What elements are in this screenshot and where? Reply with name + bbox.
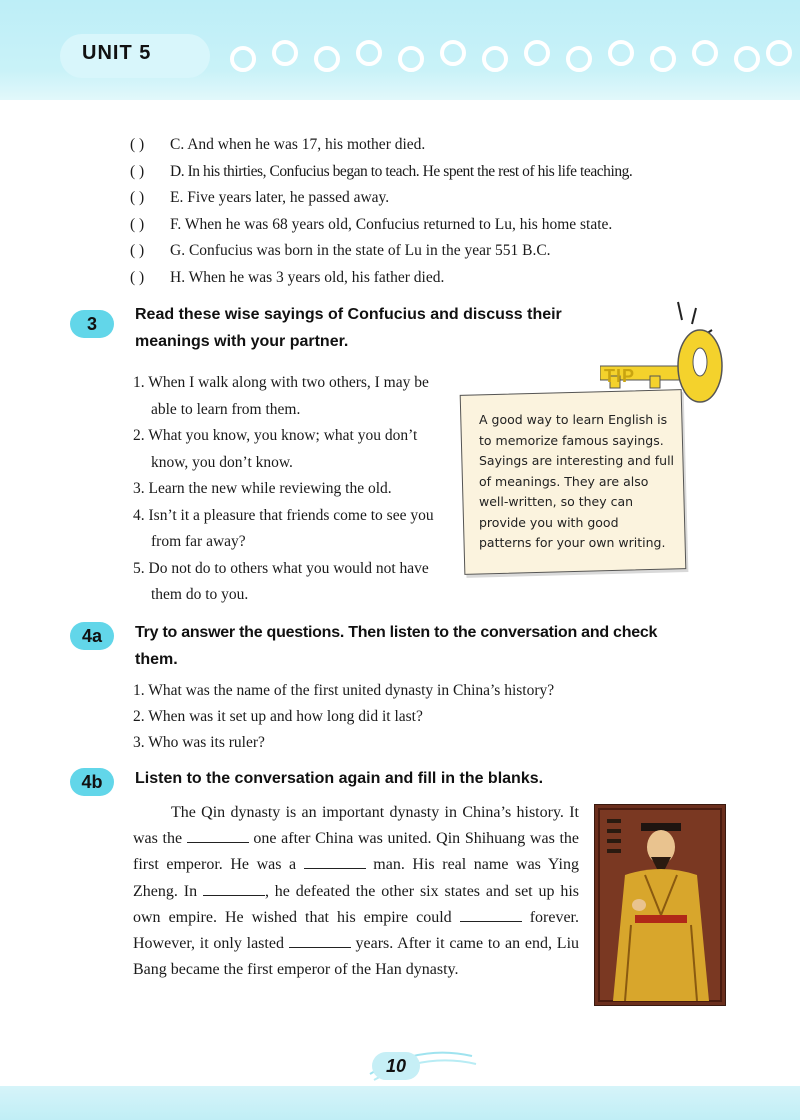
tip-label: TIP: [604, 366, 636, 386]
list-item: 2. What you know, you know; what you don’t know, you don’t know.: [133, 427, 418, 471]
ordering-list: [130, 136, 632, 295]
list-item-text: E. Five years later, he passed away.: [170, 189, 390, 206]
ring-icon: [692, 40, 718, 66]
fill-blank[interactable]: [304, 854, 366, 869]
ring-icon: [482, 46, 508, 72]
paragraph-text: , he defeated the other six states and set up his own empire. He wished that his empire could: [133, 882, 580, 926]
ring-icon: [356, 40, 382, 66]
ring-icon: [766, 40, 792, 66]
list-item: 3. Learn the new while reviewing the old.: [133, 480, 392, 497]
answer-blank[interactable]: ( ): [130, 242, 145, 259]
section-badge-4a: 4a: [70, 622, 114, 650]
page-footer: [0, 1086, 800, 1120]
answer-blank[interactable]: ( ): [130, 268, 145, 286]
list-item-text: F. When he was 68 years old, Confucius returned to Lu, his home state.: [170, 215, 613, 233]
ring-icon: [398, 46, 424, 72]
list-item: [130, 242, 632, 269]
answer-blank[interactable]: ( ): [130, 162, 145, 180]
unit-title: UNIT 5: [82, 42, 152, 64]
list-item-text: H. When he was 3 years old, his father died.: [170, 268, 445, 286]
fill-blank[interactable]: [187, 828, 249, 843]
section-badge-3: 3: [70, 310, 114, 338]
ring-icon: [524, 40, 550, 66]
ring-icon: [230, 46, 256, 72]
list-item: 5. Do not do to others what you would not have them do to you.: [133, 559, 429, 603]
section-3-title-line2: meanings with your partner.: [135, 333, 349, 350]
list-item: [130, 269, 632, 296]
paragraph-text: one after China was united. Qin Shihuang was the first emperor. He was a: [133, 830, 580, 874]
section-4b-title: Listen to the conversation again and fill in the blanks.: [135, 770, 544, 787]
list-item-text: C. And when he was 17, his mother died.: [170, 136, 426, 153]
list-item: [130, 216, 632, 243]
section-4a-title-line2: them.: [135, 651, 178, 668]
ring-icon: [566, 46, 592, 72]
list-item: 2. When was it set up and how long did it last?: [133, 708, 423, 725]
paragraph-text: man. His real name was Ying Zheng. In: [133, 856, 579, 900]
tip-text: A good way to learn English is to memorize famous sayings. Sayings are interesting and full of meanings. They are also well-written, so they can provide you with good patterns for your own writing.: [479, 412, 675, 550]
fill-blank[interactable]: [289, 933, 351, 948]
fill-blank[interactable]: [203, 881, 265, 896]
list-item: [130, 136, 632, 163]
page-number: 10: [372, 1052, 420, 1080]
answer-blank[interactable]: ( ): [130, 189, 145, 206]
fill-blank[interactable]: [460, 907, 522, 922]
answer-blank[interactable]: ( ): [130, 215, 145, 233]
list-item-text: G. Confucius was born in the state of Lu in the year 551 B.C.: [170, 242, 551, 259]
fill-in-paragraph: [133, 800, 579, 983]
paragraph-text: years. After it came to an end, Liu Bang became the first emperor of the Han dynasty.: [133, 935, 580, 979]
list-item: 1. What was the name of the first united dynasty in China’s history?: [133, 682, 555, 699]
list-item: [130, 189, 632, 216]
paragraph-text: forever. However, it only lasted: [133, 908, 580, 953]
list-item: 3. Who was its ruler?: [133, 734, 265, 751]
section-badge-4b: 4b: [70, 768, 114, 796]
list-item: 4. Isn’t it a pleasure that friends come to see you from far away?: [133, 506, 434, 550]
list-item: 1. When I walk along with two others, I may be able to learn from them.: [133, 374, 429, 418]
list-item-text: D. In his thirties, Confucius began to teach. He spent the rest of his life teaching.: [170, 162, 633, 180]
section-3-title-line1: Read these wise sayings of Confucius and discuss their: [135, 306, 562, 323]
answer-blank[interactable]: ( ): [130, 136, 145, 153]
ring-icon: [608, 40, 634, 66]
section-4a-title-line1: Try to answer the questions. Then listen to the conversation and check: [135, 624, 658, 641]
sayings-list: [133, 370, 448, 609]
ring-icon: [314, 46, 340, 72]
ring-icon: [272, 40, 298, 66]
ring-icon: [734, 46, 760, 72]
questions-list: [133, 678, 554, 756]
ring-icon: [440, 40, 466, 66]
list-item: [130, 163, 632, 190]
ring-icon: [650, 46, 676, 72]
paragraph-text: The Qin dynasty is an important dynasty in China’s history. It was the: [133, 804, 579, 848]
emperor-portrait: [594, 804, 726, 1006]
